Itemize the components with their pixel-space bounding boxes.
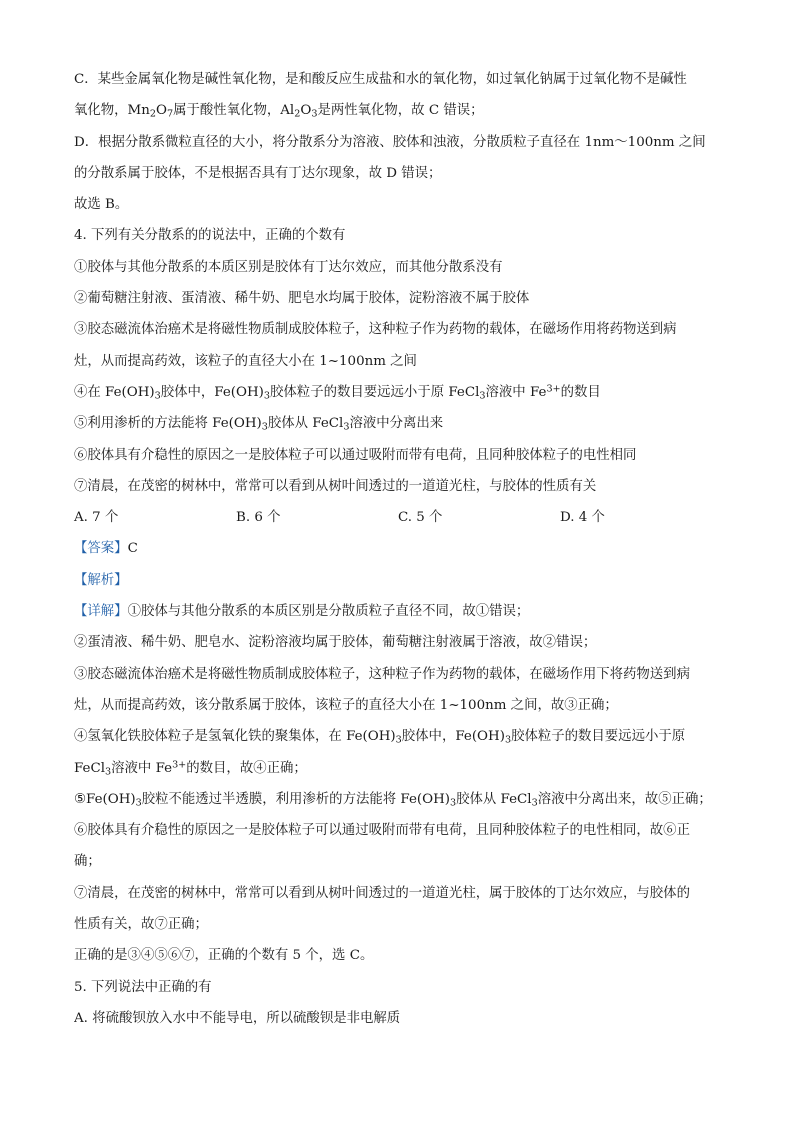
- option-d-explanation-line-1: D．根据分散系微粒直径的大小，将分散系分为溶液、胶体和浊液，分散质粒子直径在 1nm～100nm 之间: [74, 134, 706, 150]
- explanation-5: $⑤Fe(OH)_3$胶粒不能透过半透膜，利用渗析的方法能将 $Fe(OH)_3$胶体从 FeCl$_3$溶液中分离出来，故⑤正确；: [74, 791, 712, 809]
- detail-tag: 【详解】: [74, 604, 128, 620]
- explanation-7-line-2: 性质有关，故⑦正确；: [74, 917, 208, 933]
- answer-value: C: [127, 541, 138, 557]
- answer-tag: 【答案】: [74, 541, 128, 557]
- statement-5: ⑤利用渗析的方法能将 $Fe(OH)_3$胶体从 FeCl$_3$溶液中分离出来: [74, 416, 444, 433]
- option-c: C. 5 个: [398, 510, 443, 526]
- explanation-6-line-2: 确；: [74, 854, 101, 870]
- question-5-title: 5. 下列说法中正确的有: [74, 979, 212, 995]
- explanation-4-line-2: FeCl$_3$溶液中 $Fe^{3+}$的数目，故④正确；: [74, 759, 307, 777]
- statement-7: ⑦清晨，在茂密的树林中，常常可以看到从树叶间透过的一道道光柱，与胶体的性质有关: [74, 478, 597, 494]
- question-5-option-a: A. 将硫酸钡放入水中不能导电，所以硫酸钡是非电解质: [74, 1010, 401, 1026]
- explanation-4-line-1: ④氢氧化铁胶体粒子是氢氧化铁的聚集体，在 $Fe(OH)_3$胶体中，$Fe(OH)_3$胶体粒子的数目要远远小于原: [74, 729, 686, 746]
- statement-2: ②葡萄糖注射液、蛋清液、稀牛奶、肥皂水均属于胶体，淀粉溶液不属于胶体: [74, 291, 530, 307]
- question-4-options: [74, 502, 724, 533]
- option-a: A. 7 个: [74, 510, 119, 526]
- option-b: B. 6 个: [236, 510, 281, 526]
- option-c-explanation-line-2: 氧化物，$Mn_2O_7$属于酸性氧化物，$Al_2O_3$是两性氧化物，故 C 错误；: [74, 103, 484, 120]
- statement-6: ⑥胶体具有介稳性的原因之一是胶体粒子可以通过吸附而带有电荷，且同种胶体粒子的电性相同: [74, 447, 637, 463]
- previous-answer-line: 故选 B。: [74, 197, 129, 213]
- answer-line: [74, 533, 724, 564]
- option-c-explanation-line-1: C．某些金属氧化物是碱性氧化物，是和酸反应生成盐和水的氧化物，如过氧化钠属于过氧化物不是碱性: [74, 72, 687, 87]
- explanation-6-line-1: ⑥胶体具有介稳性的原因之一是胶体粒子可以通过吸附而带有电荷，且同种胶体粒子的电性相同，故⑥正: [74, 823, 690, 839]
- statement-3-line-1: ③胶态磁流体治癌术是将磁性物质制成胶体粒子，这种粒子作为药物的载体，在磁场作用将药物送到病: [74, 322, 677, 338]
- statement-3-line-2: 灶，从而提高药效，该粒子的直径大小在 1~100nm 之间: [74, 353, 417, 369]
- statement-1: ①胶体与其他分散系的本质区别是胶体有丁达尔效应，而其他分散系没有: [74, 259, 503, 275]
- analysis-tag: 【解析】: [74, 572, 128, 588]
- document-page: [74, 64, 724, 1034]
- explanation-2: ②蛋清液、稀牛奶、肥皂水、淀粉溶液均属于胶体，葡萄糖注射液属于溶液，故②错误；: [74, 635, 597, 651]
- statement-4: ④在 $Fe(OH)_3$胶体中，$Fe(OH)_3$胶体粒子的数目要远远小于原 FeCl$_3$溶液中 $Fe^{3+}$的数目: [74, 383, 601, 402]
- option-d-explanation-line-2: 的分散系属于胶体，不是根据否具有丁达尔现象，故 D 错误；: [74, 165, 442, 181]
- explanation-7-line-1: ⑦清晨，在茂密的树林中，常常可以看到从树叶间透过的一道道光柱，属于胶体的丁达尔效应，与胶体的: [74, 885, 690, 901]
- conclusion: 正确的是③④⑤⑥⑦，正确的个数有 5 个，选 C。: [74, 948, 374, 964]
- explanation-3-line-1: ③胶态磁流体治癌术是将磁性物质制成胶体粒子，这种粒子作为药物的载体，在磁场作用下将药物送到病: [74, 666, 690, 682]
- explanation-3-line-2: 灶，从而提高药效，该分散系属于胶体，该粒子的直径大小在 1~100nm 之间，故③正确；: [74, 697, 618, 713]
- explanation-1: 【详解】①胶体与其他分散系的本质区别是分散质粒子直径不同，故①错误；: [74, 604, 530, 620]
- question-4-title: 4. 下列有关分散系的的说法中，正确的个数有: [74, 228, 346, 244]
- option-d: D. 4 个: [560, 510, 605, 526]
